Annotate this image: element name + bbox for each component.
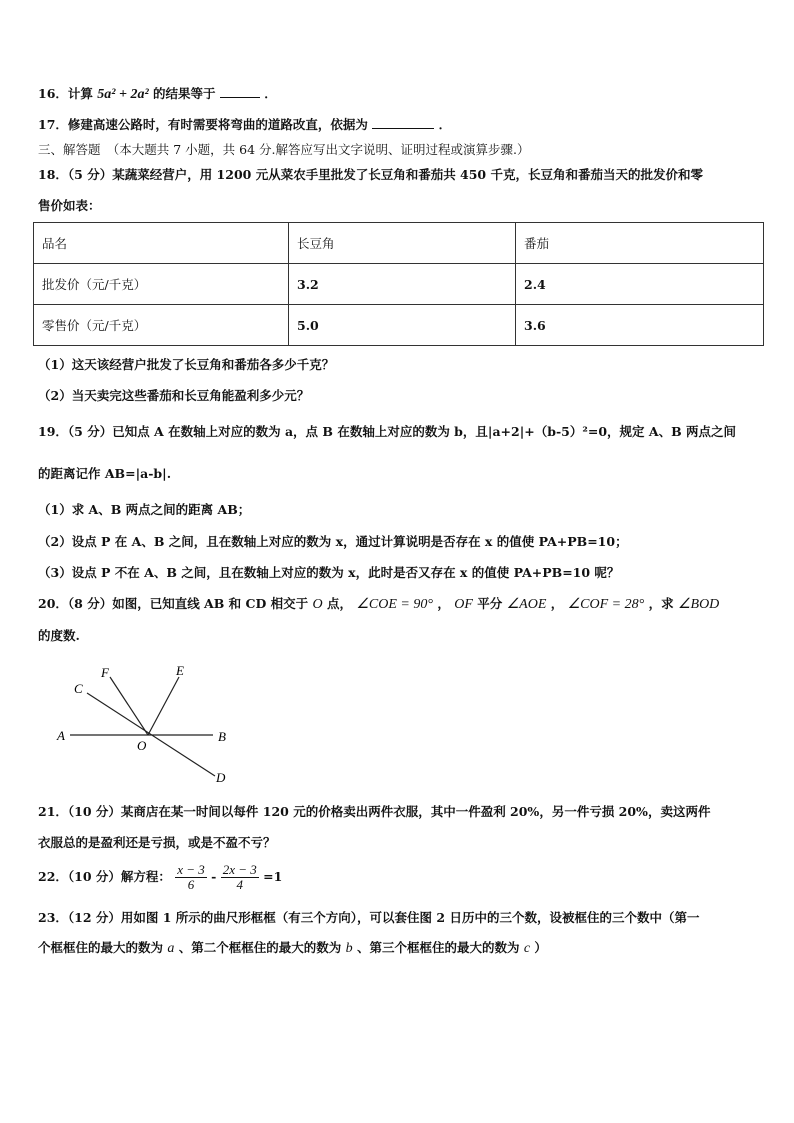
question-17: [38, 116, 451, 133]
q19-line-2: 的距离记作 AB=|a-b|.: [38, 466, 172, 481]
ray-oe: [148, 677, 179, 735]
q19-sub-3: （3）设点 P 不在 A、B 之间，且在数轴上对应的数为 x，此时是否又存在 x 的值使 PA+PB=10 呢？: [38, 565, 620, 580]
label-b: B: [218, 729, 226, 744]
label-a: A: [57, 728, 65, 743]
label-o: O: [137, 738, 147, 753]
q22-denominator-1: 6: [187, 877, 195, 892]
q18-line-2: 售价如表：: [38, 198, 101, 213]
q20-math-4: ∠COF = 28°: [567, 597, 645, 612]
q21-line-2: 衣服总的是盈利还是亏损，或是不盈不亏？: [38, 835, 276, 850]
table-cell: 长豆角: [289, 223, 516, 264]
q22-denominator-2: 4: [236, 877, 243, 892]
q16-end: ．: [264, 86, 277, 101]
q20-point-o: O: [312, 597, 323, 612]
label-c: C: [74, 681, 83, 696]
q22-minus: -: [211, 869, 217, 884]
q23-var-b: b: [345, 941, 353, 956]
q20-text-e: ，: [550, 596, 564, 611]
table-cell: 5.0: [289, 305, 516, 346]
table-cell: 2.4: [516, 264, 764, 305]
table-row: [34, 264, 764, 305]
q20-math-2: OF: [454, 597, 473, 612]
label-f: F: [101, 665, 109, 680]
q22-rhs: =1: [263, 869, 283, 884]
q23-text-b: 、第二个框框住的最大的数为: [178, 940, 342, 955]
table-cell: 品名: [34, 223, 289, 264]
q20-text-f: ，求: [648, 596, 674, 611]
q20-text-b: 点，: [327, 596, 353, 611]
q22-fraction-1: [175, 863, 207, 892]
q21-line-1: 21．（10 分）某商店在某一时间以每件 120 元的价格卖出两件衣服，其中一件盈利 20%，另一件亏损 20%，卖这两件: [38, 804, 711, 819]
q20-math-1: ∠COE = 90°: [356, 597, 433, 612]
q17-end: ．: [438, 117, 452, 132]
table-cell: 批发价（元/千克）: [34, 264, 289, 305]
label-e: E: [176, 663, 184, 678]
q22-numerator-1: x − 3: [177, 862, 205, 877]
question-22: [38, 862, 282, 892]
q19-sub-1: （1）求 A、B 两点之间的距离 AB；: [38, 502, 251, 517]
q18-line-1: 18．（5 分）某蔬菜经营户，用 1200 元从菜农手里批发了长豆角和番茄共 450 千克，长豆角和番茄当天的批发价和零: [38, 167, 703, 182]
section-3-heading: 三、解答题 （本大题共 7 小题，共 64 分.解答应写出文字说明、证明过程或演算步骤.）: [38, 142, 530, 157]
q22-numerator-2: 2x − 3: [222, 862, 257, 877]
q20-text-c: ，: [437, 596, 450, 611]
q23-text-d: ）: [534, 940, 547, 955]
question-16: [38, 85, 277, 103]
q16-expression: 5a² + 2a²: [97, 87, 149, 102]
q20-math-5: ∠BOD: [677, 597, 720, 612]
q20-text-d: 平分: [477, 596, 503, 611]
q19-sub-2: （2）设点 P 在 A、B 之间，且在数轴上对应的数为 x，通过计算说明是否存在 x 的值使 PA+PB=10；: [38, 534, 628, 549]
q16-answer-blank: [220, 85, 260, 98]
q18-sub-1: （1）这天该经营户批发了长豆角和番茄各多少千克？: [38, 357, 335, 372]
table-row: [34, 223, 764, 264]
q23-var-a: a: [167, 941, 175, 956]
q23-text-a: 个框框住的最大的数为: [38, 940, 164, 955]
price-table: [33, 222, 764, 346]
q20-line-1: [38, 596, 719, 613]
q17-answer-blank: [372, 116, 434, 129]
q22-fraction-2: [221, 863, 259, 892]
q17-text: 17．修建高速公路时，有时需要将弯曲的道路改直，依据为: [38, 117, 368, 132]
q19-line-1: 19．（5 分）已知点 A 在数轴上对应的数为 a，点 B 在数轴上对应的数为 b，且|a+2|+（b-5）²=0，规定 A、B 两点之间: [38, 424, 736, 439]
q23-text-c: 、第三个框框住的最大的数为: [356, 940, 520, 955]
table-cell: 3.6: [516, 305, 764, 346]
ray-of: [110, 677, 148, 735]
q20-text-a: 20．（8 分）如图，已知直线 AB 和 CD 相交于: [38, 596, 309, 611]
label-d: D: [216, 770, 226, 785]
table-cell: 零售价（元/千克）: [34, 305, 289, 346]
q18-sub-2: （2）当天卖完这些番茄和长豆角能盈利多少元？: [38, 388, 310, 403]
table-cell: 番茄: [516, 223, 764, 264]
q16-middle: 的结果等于: [153, 86, 216, 101]
q22-prefix: 22．（10 分）解方程：: [38, 869, 171, 884]
angle-figure: [50, 660, 250, 786]
q20-math-3: ∠AOE: [506, 597, 547, 612]
q23-line-2: [38, 940, 547, 957]
q23-line-1: 23．（12 分）用如图 1 所示的曲尺形框框（有三个方向），可以套住图 2 日历中的三个数，设被框住的三个数中（第一: [38, 910, 700, 925]
q16-prefix: 16．计算: [38, 86, 93, 101]
q23-var-c: c: [523, 941, 531, 956]
table-row: [34, 305, 764, 346]
q20-line-2: 的度数.: [38, 628, 80, 643]
table-cell: 3.2: [289, 264, 516, 305]
